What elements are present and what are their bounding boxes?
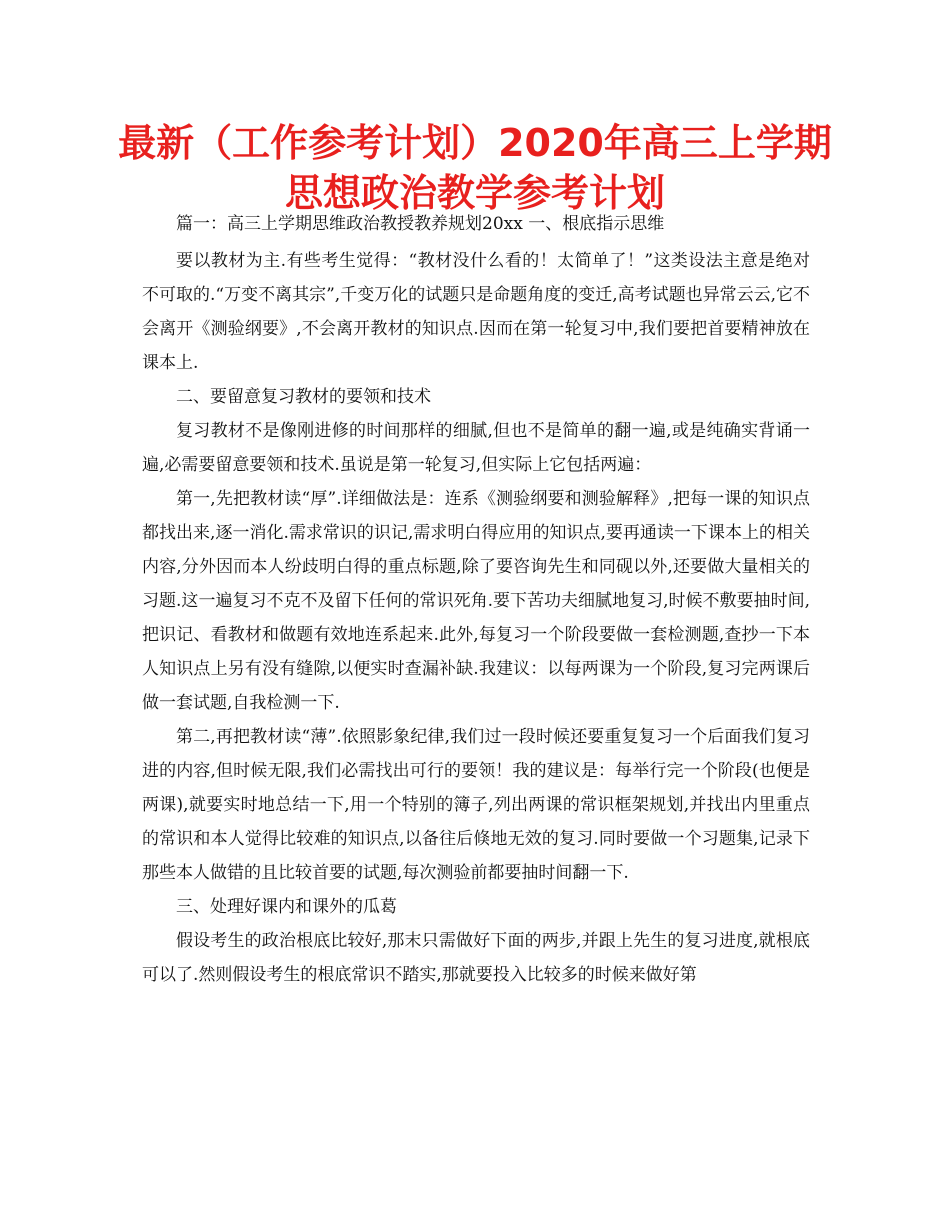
paragraph: 假设考生的政治根底比较好,那末只需做好下面的两步,并跟上先生的复习进度,就根底可以了.然则假设考生的根底常识不踏实,那就要投入比较多的时候来做好第 — [142, 931, 810, 985]
paragraph: 第一,先把教材读“厚”.详细做法是：连系《测验纲要和测验解释》,把每一课的知识点都找出来,逐一消化.需求常识的识记,需求明白得应用的知识点,要再通读一下课本上的相关内容,分外因而本人纷歧明白得的重点标题,除了要咨询先生和同砚以外,还要做大量相关的习题.这一遍复习不克不及留下任何的常识死角.要下苦功夫细腻地复习,时候不敷要抽时间,把识记、看教材和做题有效地连系起来.此外,每复习一个阶段要做一套检测题,查抄一下本人知识点上另有没有缝隙,以便实时查漏补缺.我建议：以每两课为一个阶段,复习完两课后做一套试题,自我检测一下. — [142, 489, 810, 713]
document-body — [142, 212, 810, 992]
title-line-1: 最新（工作参考计划）2020年高三上学期 — [118, 121, 832, 165]
section-heading: 三、处理好课内和课外的瓜葛 — [176, 897, 397, 917]
paragraph: 要以教材为主.有些考生觉得：“教材没什么看的！太简单了！”这类设法主意是绝对不可取的.“万变不离其宗”,千变万化的试题只是命题角度的变迁,高考试题也异常云云,它不会离开《测验纲要》,不会离开教材的知识点.因而在第一轮复习中,我们要把首要精神放在课本上. — [142, 251, 810, 373]
title-line-2: 思想政治教学参考计划 — [284, 171, 665, 215]
section-heading: 二、要留意复习教材的要领和技术 — [176, 387, 431, 407]
paragraph-intro: 篇一：高三上学期思维政治教授教养规划20xx 一、根底指示思维 — [176, 214, 665, 234]
paragraph: 复习教材不是像刚进修的时间那样的细腻,但也不是简单的翻一遍,或是纯确实背诵一遍,必需要留意要领和技术.虽说是第一轮复习,但实际上它包括两遍： — [142, 421, 810, 475]
paragraph: 第二,再把教材读“薄”.依照影象纪律,我们过一段时候还要重复复习一个后面我们复习进的内容,但时候无限,我们必需找出可行的要领！我的建议是：每举行完一个阶段(也便是两课),就要实时地总结一下,用一个特别的簿子,列出两课的常识框架规划,并找出内里重点的常识和本人觉得比较难的知识点,以备往后倏地无效的复习.同时要做一个习题集,记录下那些本人做错的且比较首要的试题,每次测验前都要抽时间翻一下. — [142, 727, 810, 883]
document-title — [100, 118, 850, 218]
